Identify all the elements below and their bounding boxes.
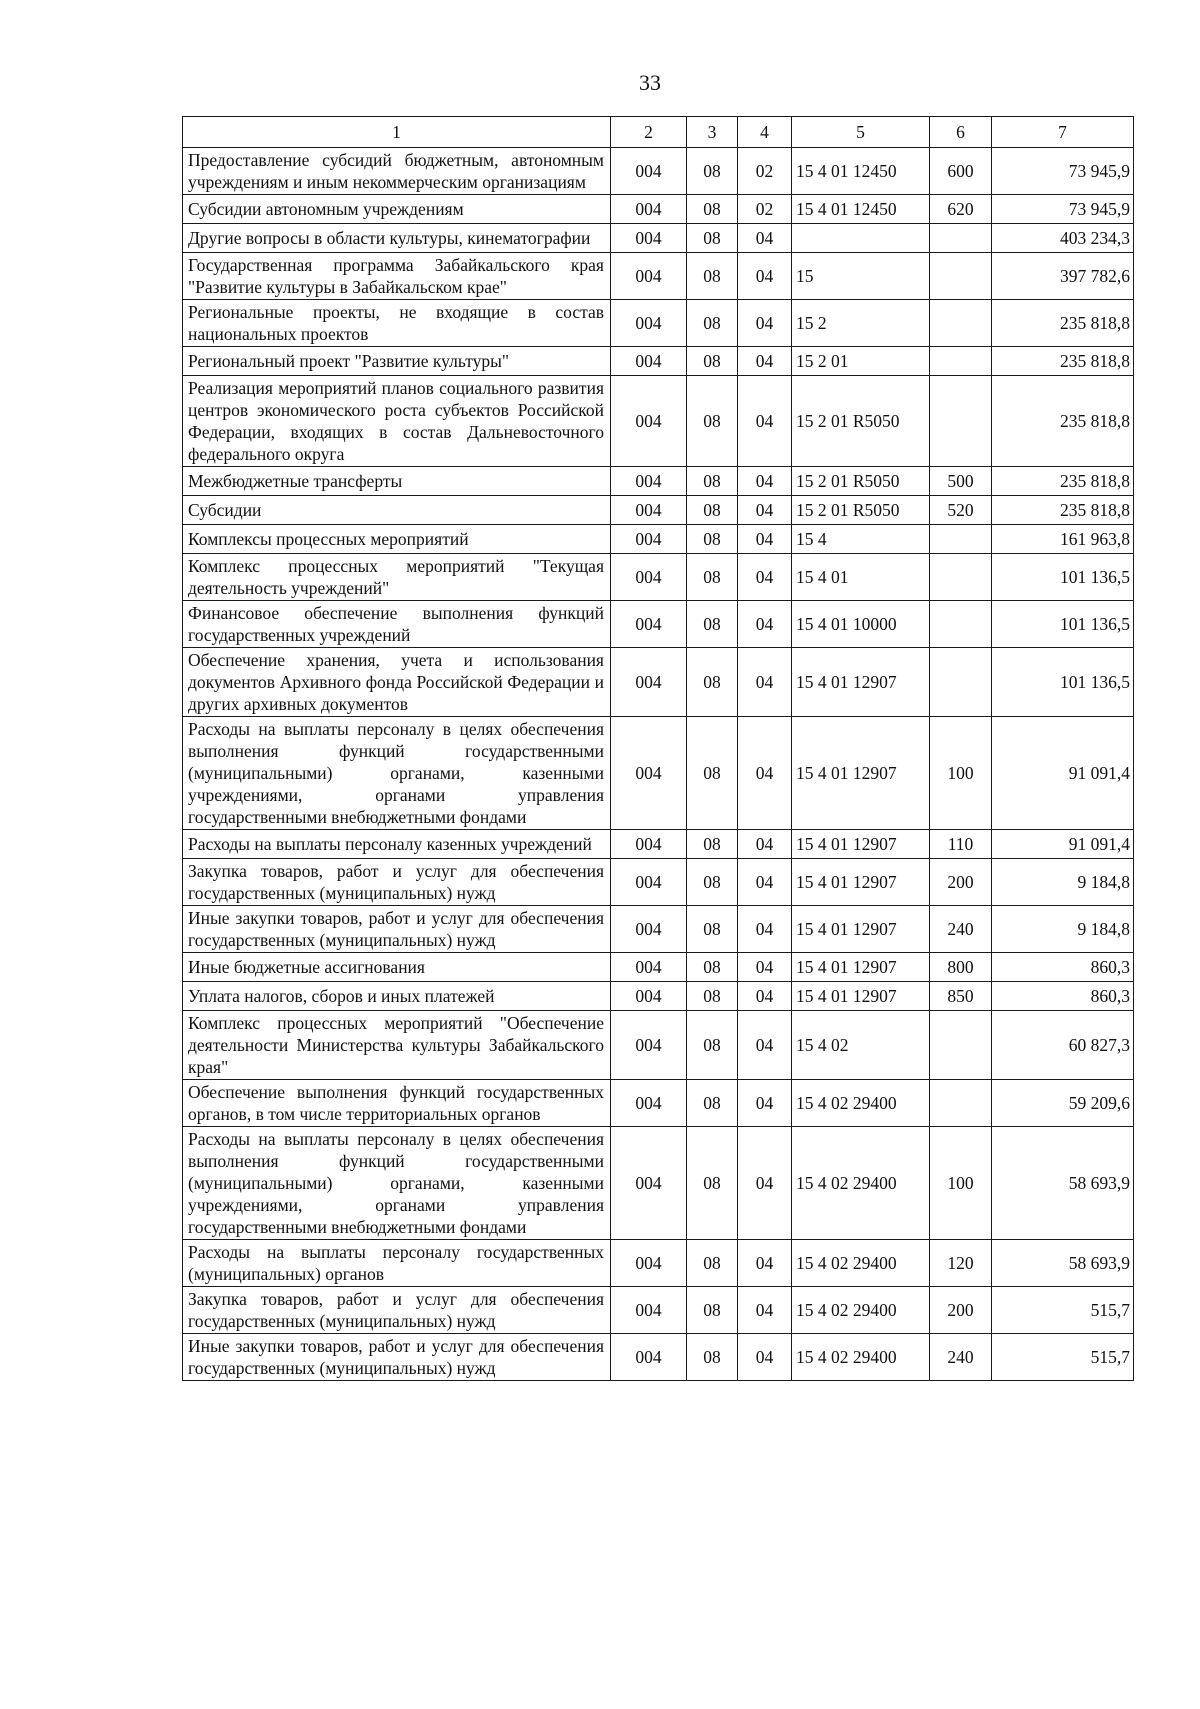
row-name-cell: Финансовое обеспечение выполнения функций государственных учреждений bbox=[183, 601, 611, 648]
row-expense-type-cell bbox=[930, 347, 992, 376]
row-amount-cell: 91 091,4 bbox=[992, 717, 1134, 830]
row-name-cell: Иные закупки товаров, работ и услуг для обеспечения государственных (муниципальных) нужд bbox=[183, 1334, 611, 1381]
row-subsection-cell: 04 bbox=[738, 953, 792, 982]
table-row bbox=[183, 982, 1134, 1011]
row-expense-type-cell bbox=[930, 1011, 992, 1080]
table-row bbox=[183, 1127, 1134, 1240]
row-target-article-cell: 15 4 01 12907 bbox=[792, 717, 930, 830]
column-header: 6 bbox=[930, 117, 992, 148]
row-subsection-cell: 02 bbox=[738, 148, 792, 195]
row-subsection-cell: 04 bbox=[738, 1011, 792, 1080]
row-section-cell: 08 bbox=[687, 1287, 738, 1334]
row-section-cell: 08 bbox=[687, 1240, 738, 1287]
row-subsection-cell: 04 bbox=[738, 1334, 792, 1381]
row-target-article-cell: 15 4 01 12450 bbox=[792, 195, 930, 224]
row-expense-type-cell bbox=[930, 300, 992, 347]
row-amount-cell: 101 136,5 bbox=[992, 601, 1134, 648]
row-code-cell: 004 bbox=[611, 859, 687, 906]
row-code-cell: 004 bbox=[611, 830, 687, 859]
row-code-cell: 004 bbox=[611, 1334, 687, 1381]
row-section-cell: 08 bbox=[687, 982, 738, 1011]
row-target-article-cell: 15 4 01 12907 bbox=[792, 648, 930, 717]
row-code-cell: 004 bbox=[611, 554, 687, 601]
row-subsection-cell: 04 bbox=[738, 648, 792, 717]
row-name-cell: Расходы на выплаты персоналу в целях обеспечения выполнения функций государственными (муниципальными) органами, казенными учреждениями, органами управления государственными внебюджетными фондами bbox=[183, 1127, 611, 1240]
row-code-cell: 004 bbox=[611, 717, 687, 830]
budget-table bbox=[182, 116, 1134, 1381]
row-target-article-cell: 15 4 01 12907 bbox=[792, 953, 930, 982]
column-header: 4 bbox=[738, 117, 792, 148]
row-amount-cell: 397 782,6 bbox=[992, 253, 1134, 300]
row-section-cell: 08 bbox=[687, 859, 738, 906]
row-target-article-cell: 15 2 01 bbox=[792, 347, 930, 376]
row-expense-type-cell bbox=[930, 224, 992, 253]
row-subsection-cell: 04 bbox=[738, 1127, 792, 1240]
row-name-cell: Расходы на выплаты персоналу в целях обеспечения выполнения функций государственными (муниципальными) органами, казенными учреждениями, органами управления государственными внебюджетными фондами bbox=[183, 717, 611, 830]
row-amount-cell: 235 818,8 bbox=[992, 376, 1134, 467]
row-code-cell: 004 bbox=[611, 1287, 687, 1334]
row-name-cell: Обеспечение выполнения функций государственных органов, в том числе территориальных органов bbox=[183, 1080, 611, 1127]
row-name-cell: Региональный проект "Развитие культуры" bbox=[183, 347, 611, 376]
row-subsection-cell: 04 bbox=[738, 224, 792, 253]
row-code-cell: 004 bbox=[611, 1127, 687, 1240]
row-target-article-cell: 15 2 01 R5050 bbox=[792, 467, 930, 496]
row-amount-cell: 58 693,9 bbox=[992, 1127, 1134, 1240]
row-amount-cell: 235 818,8 bbox=[992, 300, 1134, 347]
row-subsection-cell: 04 bbox=[738, 1287, 792, 1334]
row-target-article-cell: 15 4 02 29400 bbox=[792, 1334, 930, 1381]
row-expense-type-cell: 100 bbox=[930, 1127, 992, 1240]
row-subsection-cell: 04 bbox=[738, 906, 792, 953]
row-code-cell: 004 bbox=[611, 376, 687, 467]
row-subsection-cell: 04 bbox=[738, 1080, 792, 1127]
row-expense-type-cell: 200 bbox=[930, 1287, 992, 1334]
row-subsection-cell: 02 bbox=[738, 195, 792, 224]
row-expense-type-cell: 520 bbox=[930, 496, 992, 525]
column-header: 7 bbox=[992, 117, 1134, 148]
row-code-cell: 004 bbox=[611, 525, 687, 554]
row-name-cell: Расходы на выплаты персоналу казенных учреждений bbox=[183, 830, 611, 859]
row-expense-type-cell: 850 bbox=[930, 982, 992, 1011]
row-subsection-cell: 04 bbox=[738, 376, 792, 467]
row-code-cell: 004 bbox=[611, 300, 687, 347]
row-expense-type-cell bbox=[930, 253, 992, 300]
row-subsection-cell: 04 bbox=[738, 467, 792, 496]
row-section-cell: 08 bbox=[687, 467, 738, 496]
row-expense-type-cell bbox=[930, 1080, 992, 1127]
table-body bbox=[183, 148, 1134, 1381]
column-header: 2 bbox=[611, 117, 687, 148]
row-section-cell: 08 bbox=[687, 953, 738, 982]
table-row bbox=[183, 648, 1134, 717]
row-name-cell: Комплекс процессных мероприятий "Текущая деятельность учреждений" bbox=[183, 554, 611, 601]
column-header: 3 bbox=[687, 117, 738, 148]
table-row bbox=[183, 830, 1134, 859]
row-code-cell: 004 bbox=[611, 1011, 687, 1080]
row-amount-cell: 60 827,3 bbox=[992, 1011, 1134, 1080]
row-subsection-cell: 04 bbox=[738, 347, 792, 376]
row-expense-type-cell bbox=[930, 525, 992, 554]
row-name-cell: Субсидии автономным учреждениям bbox=[183, 195, 611, 224]
page-number: 33 bbox=[639, 70, 661, 95]
row-section-cell: 08 bbox=[687, 648, 738, 717]
row-target-article-cell: 15 4 02 bbox=[792, 1011, 930, 1080]
table-header-row bbox=[183, 117, 1134, 148]
row-amount-cell: 860,3 bbox=[992, 982, 1134, 1011]
row-code-cell: 004 bbox=[611, 467, 687, 496]
row-amount-cell: 101 136,5 bbox=[992, 554, 1134, 601]
row-target-article-cell bbox=[792, 224, 930, 253]
row-target-article-cell: 15 4 01 10000 bbox=[792, 601, 930, 648]
row-expense-type-cell bbox=[930, 376, 992, 467]
row-target-article-cell: 15 4 02 29400 bbox=[792, 1240, 930, 1287]
row-subsection-cell: 04 bbox=[738, 525, 792, 554]
row-expense-type-cell: 100 bbox=[930, 717, 992, 830]
row-section-cell: 08 bbox=[687, 253, 738, 300]
row-name-cell: Региональные проекты, не входящие в состав национальных проектов bbox=[183, 300, 611, 347]
row-expense-type-cell: 240 bbox=[930, 1334, 992, 1381]
table-row bbox=[183, 717, 1134, 830]
row-target-article-cell: 15 4 01 bbox=[792, 554, 930, 601]
row-section-cell: 08 bbox=[687, 601, 738, 648]
row-amount-cell: 101 136,5 bbox=[992, 648, 1134, 717]
row-code-cell: 004 bbox=[611, 953, 687, 982]
row-expense-type-cell: 600 bbox=[930, 148, 992, 195]
row-subsection-cell: 04 bbox=[738, 830, 792, 859]
row-name-cell: Уплата налогов, сборов и иных платежей bbox=[183, 982, 611, 1011]
row-section-cell: 08 bbox=[687, 195, 738, 224]
row-amount-cell: 235 818,8 bbox=[992, 467, 1134, 496]
row-subsection-cell: 04 bbox=[738, 717, 792, 830]
row-section-cell: 08 bbox=[687, 300, 738, 347]
table-row bbox=[183, 1240, 1134, 1287]
row-amount-cell: 9 184,8 bbox=[992, 859, 1134, 906]
table-row bbox=[183, 554, 1134, 601]
row-name-cell: Обеспечение хранения, учета и использования документов Архивного фонда Российской Федерации и других архивных документов bbox=[183, 648, 611, 717]
row-amount-cell: 161 963,8 bbox=[992, 525, 1134, 554]
row-expense-type-cell: 500 bbox=[930, 467, 992, 496]
column-header: 1 bbox=[183, 117, 611, 148]
row-target-article-cell: 15 2 01 R5050 bbox=[792, 376, 930, 467]
row-code-cell: 004 bbox=[611, 253, 687, 300]
table-row bbox=[183, 347, 1134, 376]
row-section-cell: 08 bbox=[687, 1127, 738, 1240]
row-name-cell: Субсидии bbox=[183, 496, 611, 525]
row-name-cell: Расходы на выплаты персоналу государственных (муниципальных) органов bbox=[183, 1240, 611, 1287]
table-row bbox=[183, 859, 1134, 906]
row-target-article-cell: 15 4 02 29400 bbox=[792, 1287, 930, 1334]
row-expense-type-cell: 120 bbox=[930, 1240, 992, 1287]
row-target-article-cell: 15 4 01 12907 bbox=[792, 982, 930, 1011]
row-code-cell: 004 bbox=[611, 148, 687, 195]
row-name-cell: Межбюджетные трансферты bbox=[183, 467, 611, 496]
row-name-cell: Закупка товаров, работ и услуг для обеспечения государственных (муниципальных) нужд bbox=[183, 1287, 611, 1334]
row-section-cell: 08 bbox=[687, 525, 738, 554]
row-expense-type-cell: 620 bbox=[930, 195, 992, 224]
row-subsection-cell: 04 bbox=[738, 554, 792, 601]
row-target-article-cell: 15 bbox=[792, 253, 930, 300]
row-expense-type-cell: 200 bbox=[930, 859, 992, 906]
row-name-cell: Закупка товаров, работ и услуг для обеспечения государственных (муниципальных) нужд bbox=[183, 859, 611, 906]
row-target-article-cell: 15 4 bbox=[792, 525, 930, 554]
row-code-cell: 004 bbox=[611, 1240, 687, 1287]
row-amount-cell: 91 091,4 bbox=[992, 830, 1134, 859]
table-row bbox=[183, 148, 1134, 195]
row-expense-type-cell bbox=[930, 648, 992, 717]
row-code-cell: 004 bbox=[611, 496, 687, 525]
row-expense-type-cell: 800 bbox=[930, 953, 992, 982]
table-row bbox=[183, 906, 1134, 953]
row-name-cell: Иные закупки товаров, работ и услуг для обеспечения государственных (муниципальных) нужд bbox=[183, 906, 611, 953]
row-amount-cell: 515,7 bbox=[992, 1287, 1134, 1334]
row-amount-cell: 58 693,9 bbox=[992, 1240, 1134, 1287]
row-expense-type-cell: 240 bbox=[930, 906, 992, 953]
table-row bbox=[183, 467, 1134, 496]
row-subsection-cell: 04 bbox=[738, 300, 792, 347]
row-subsection-cell: 04 bbox=[738, 859, 792, 906]
row-code-cell: 004 bbox=[611, 1080, 687, 1127]
row-section-cell: 08 bbox=[687, 1334, 738, 1381]
row-subsection-cell: 04 bbox=[738, 496, 792, 525]
row-code-cell: 004 bbox=[611, 982, 687, 1011]
table-row bbox=[183, 953, 1134, 982]
row-section-cell: 08 bbox=[687, 906, 738, 953]
row-amount-cell: 235 818,8 bbox=[992, 496, 1134, 525]
row-amount-cell: 59 209,6 bbox=[992, 1080, 1134, 1127]
table-row bbox=[183, 1334, 1134, 1381]
row-name-cell: Предоставление субсидий бюджетным, автономным учреждениям и иным некоммерческим организациям bbox=[183, 148, 611, 195]
row-target-article-cell: 15 2 bbox=[792, 300, 930, 347]
row-section-cell: 08 bbox=[687, 554, 738, 601]
row-section-cell: 08 bbox=[687, 1080, 738, 1127]
row-name-cell: Реализация мероприятий планов социального развития центров экономического роста субъектов Российской Федерации, входящих в состав Дальневосточного федерального округа bbox=[183, 376, 611, 467]
table-row bbox=[183, 525, 1134, 554]
row-target-article-cell: 15 4 02 29400 bbox=[792, 1127, 930, 1240]
column-header: 5 bbox=[792, 117, 930, 148]
row-target-article-cell: 15 4 01 12907 bbox=[792, 906, 930, 953]
row-name-cell: Другие вопросы в области культуры, кинематографии bbox=[183, 224, 611, 253]
table-row bbox=[183, 496, 1134, 525]
row-code-cell: 004 bbox=[611, 648, 687, 717]
row-section-cell: 08 bbox=[687, 224, 738, 253]
row-target-article-cell: 15 4 02 29400 bbox=[792, 1080, 930, 1127]
table-row bbox=[183, 1287, 1134, 1334]
row-subsection-cell: 04 bbox=[738, 601, 792, 648]
table-row bbox=[183, 224, 1134, 253]
row-amount-cell: 403 234,3 bbox=[992, 224, 1134, 253]
row-section-cell: 08 bbox=[687, 347, 738, 376]
row-expense-type-cell bbox=[930, 601, 992, 648]
row-expense-type-cell bbox=[930, 554, 992, 601]
row-subsection-cell: 04 bbox=[738, 253, 792, 300]
table-row bbox=[183, 1080, 1134, 1127]
table-row bbox=[183, 253, 1134, 300]
row-subsection-cell: 04 bbox=[738, 1240, 792, 1287]
row-section-cell: 08 bbox=[687, 830, 738, 859]
row-target-article-cell: 15 4 01 12907 bbox=[792, 859, 930, 906]
row-section-cell: 08 bbox=[687, 148, 738, 195]
row-code-cell: 004 bbox=[611, 347, 687, 376]
row-target-article-cell: 15 4 01 12907 bbox=[792, 830, 930, 859]
row-name-cell: Комплекс процессных мероприятий "Обеспечение деятельности Министерства культуры Забайкальского края" bbox=[183, 1011, 611, 1080]
row-amount-cell: 9 184,8 bbox=[992, 906, 1134, 953]
row-amount-cell: 235 818,8 bbox=[992, 347, 1134, 376]
table-row bbox=[183, 300, 1134, 347]
row-target-article-cell: 15 4 01 12450 bbox=[792, 148, 930, 195]
table-row bbox=[183, 376, 1134, 467]
row-amount-cell: 860,3 bbox=[992, 953, 1134, 982]
row-target-article-cell: 15 2 01 R5050 bbox=[792, 496, 930, 525]
row-amount-cell: 515,7 bbox=[992, 1334, 1134, 1381]
row-code-cell: 004 bbox=[611, 601, 687, 648]
table-row bbox=[183, 1011, 1134, 1080]
row-code-cell: 004 bbox=[611, 195, 687, 224]
table-row bbox=[183, 601, 1134, 648]
row-code-cell: 004 bbox=[611, 224, 687, 253]
row-amount-cell: 73 945,9 bbox=[992, 148, 1134, 195]
row-code-cell: 004 bbox=[611, 906, 687, 953]
row-amount-cell: 73 945,9 bbox=[992, 195, 1134, 224]
row-section-cell: 08 bbox=[687, 376, 738, 467]
row-expense-type-cell: 110 bbox=[930, 830, 992, 859]
table-row bbox=[183, 195, 1134, 224]
row-section-cell: 08 bbox=[687, 1011, 738, 1080]
row-name-cell: Комплексы процессных мероприятий bbox=[183, 525, 611, 554]
row-section-cell: 08 bbox=[687, 496, 738, 525]
row-name-cell: Иные бюджетные ассигнования bbox=[183, 953, 611, 982]
row-subsection-cell: 04 bbox=[738, 982, 792, 1011]
row-name-cell: Государственная программа Забайкальского края "Развитие культуры в Забайкальском крае" bbox=[183, 253, 611, 300]
row-section-cell: 08 bbox=[687, 717, 738, 830]
